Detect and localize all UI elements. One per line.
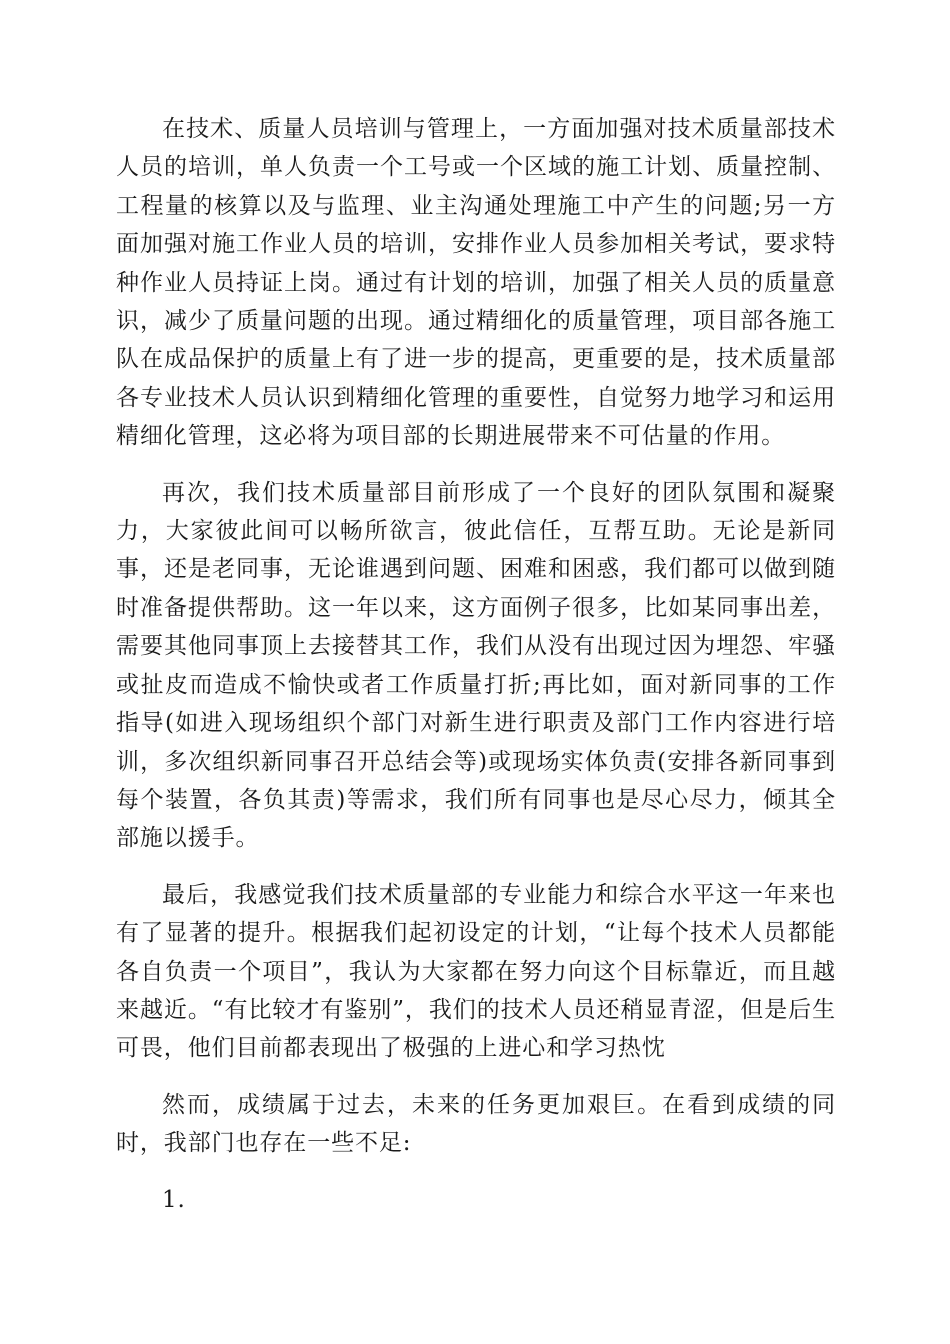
- document-body: [116, 110, 836, 1219]
- paragraph-shortcomings: 然而，成绩属于过去，未来的任务更加艰巨。在看到成绩的同时，我部门也存在一些不足:: [116, 1091, 836, 1157]
- paragraph-team-atmosphere: 再次，我们技术质量部目前形成了一个良好的团队氛围和凝聚力，大家彼此间可以畅所欲言，彼此信任，互帮互助。无论是新同事，还是老同事，无论谁遇到问题、困难和困惑，我们都可以做到随时准备提供帮助。这一年以来，这方面例子很多，比如某同事出差，需要其他同事顶上去接替其工作，我们从没有出现过因为埋怨、牢骚或扯皮而造成不愉快或者工作质量打折;再比如，面对新同事的工作指导(如进入现场组织个部门对新生进行职责及部门工作内容进行培训，多次组织新同事召开总结会等)或现场实体负责(安排各新同事到每个装置，各负其责)等需求，我们所有同事也是尽心尽力，倾其全部施以援手。: [116, 479, 836, 852]
- list-item-number: 1.: [162, 1186, 186, 1213]
- paragraph-ability-improvement: 最后，我感觉我们技术质量部的专业能力和综合水平这一年来也有了显著的提升。根据我们起初设定的计划，“让每个技术人员都能各自负责一个项目”，我认为大家都在努力向这个目标靠近，而且越来越近。“有比较才有鉴别”，我们的技术人员还稍显青涩，但是后生可畏，他们目前都表现出了极强的上进心和学习热忱: [116, 881, 836, 1062]
- paragraph-training: 在技术、质量人员培训与管理上，一方面加强对技术质量部技术人员的培训，单人负责一个工号或一个区域的施工计划、质量控制、工程量的核算以及与监理、业主沟通处理施工中产生的问题;另一方面加强对施工作业人员的培训，安排作业人员参加相关考试，要求特种作业人员持证上岗。通过有计划的培训，加强了相关人员的质量意识，减少了质量问题的出现。通过精细化的质量管理，项目部各施工队在成品保护的质量上有了进一步的提高，更重要的是，技术质量部各专业技术人员认识到精细化管理的重要性，自觉努力地学习和运用精细化管理，这必将为项目部的长期进展带来不可估量的作用。: [116, 116, 836, 450]
